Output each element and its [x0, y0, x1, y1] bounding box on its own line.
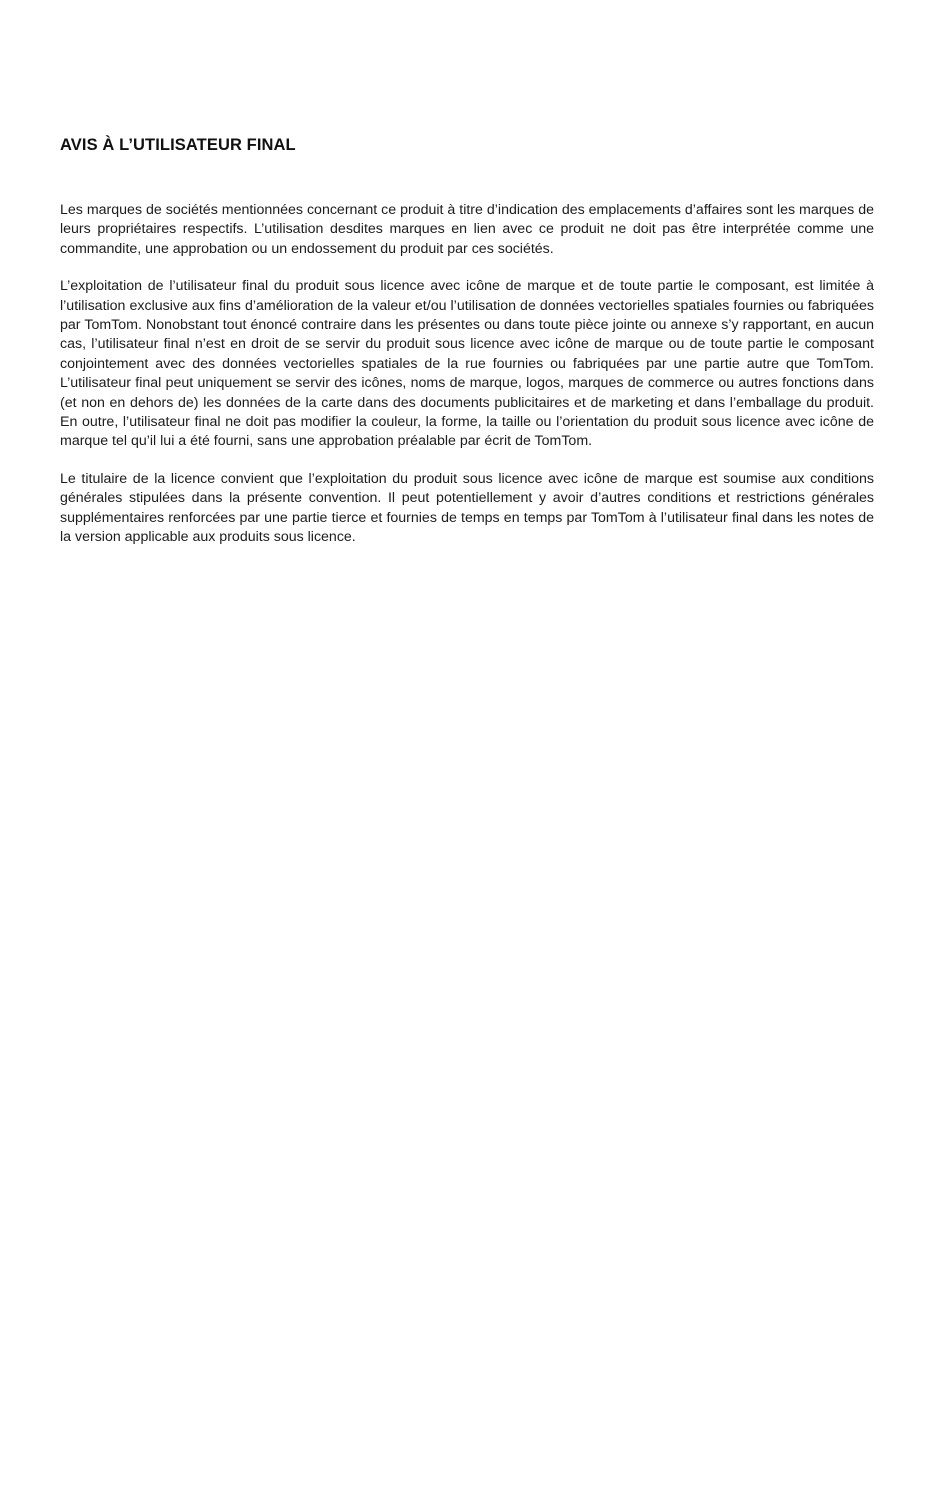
paragraph-trademarks: Les marques de sociétés mentionnées concernant ce produit à titre d’indication des emplacements d’affaires sont les marques de leurs propriétaires respectifs. L’utilisation desdites marques en lien avec ce produit ne doit pas être interprétée comme une commandite, une approbation ou un endossement du produit par ces sociétés. — [60, 202, 874, 257]
document-title: AVIS À L’UTILISATEUR FINAL — [60, 136, 296, 154]
paragraph-license-conditions: Le titulaire de la licence convient que l’exploitation du produit sous licence avec icône de marque est soumise aux conditions générales stipulées dans la présente convention. Il peut potentiellement y avoir d’autres conditions et restrictions générales supplémentaires renforcées par une partie tierce et fournies de temps en temps par TomTom à l’utilisateur final dans les notes de la version applicable aux produits sous licence. — [60, 470, 874, 546]
paragraph-usage-restrictions: L’exploitation de l’utilisateur final du produit sous licence avec icône de marque et de toute partie le composant, est limitée à l’utilisation exclusive aux fins d’amélioration de la valeur et/ou l’utilisation de données vectorielles spatiales fournies ou fabriquées par TomTom. Nonobstant tout énoncé contraire dans les présentes ou dans toute pièce jointe ou annexe s’y rapportant, en aucun cas, l’utilisateur final n’est en droit de se servir du produit sous licence avec icône de marque ou de toute partie le composant conjointement avec des données vectorielles spatiales de la rue fournies ou fabriquées par une partie autre que TomTom. L’utilisateur final peut uniquement se servir des icônes, noms de marque, logos, marques de commerce ou autres fonctions dans (et non en dehors de) les données de la carte dans des documents publicitaires et de marketing et dans l’emballage du produit. En outre, l’utilisateur final ne doit pas modifier la couleur, la forme, la taille ou l’orientation du produit sous licence avec icône de marque tel qu’il lui a été fourni, sans une approbation préalable par écrit de TomTom. — [60, 278, 874, 450]
document-body — [60, 133, 874, 548]
